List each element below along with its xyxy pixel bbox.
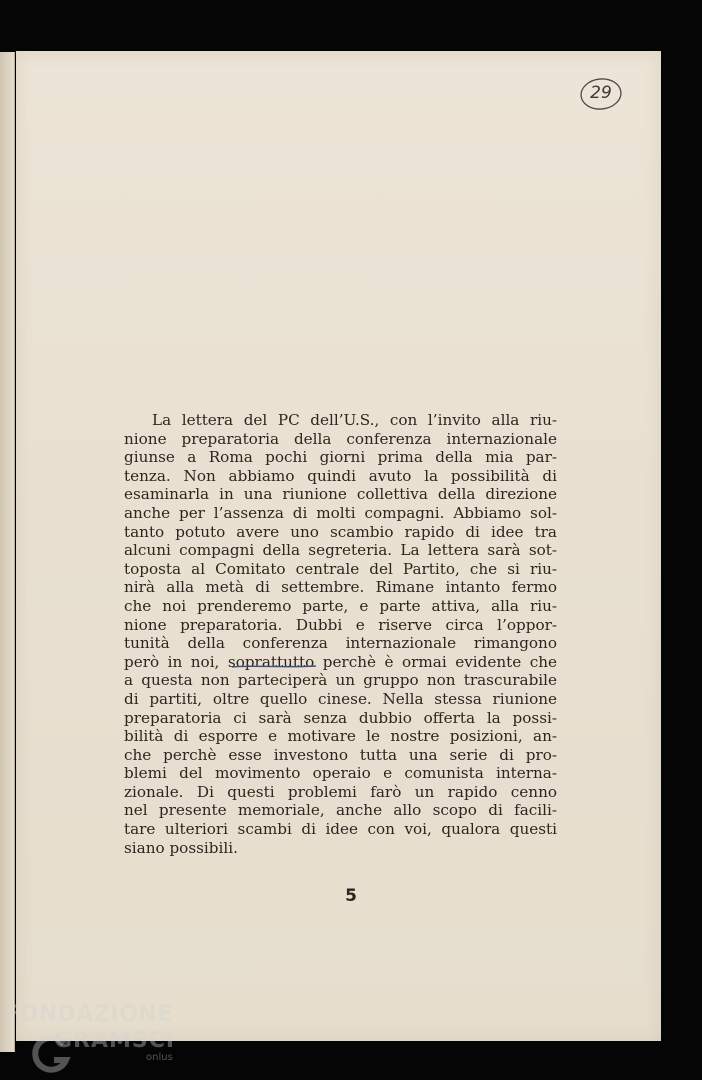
text-line: nione preparatoria. Dubbi e riserve circa l’oppor- (124, 615, 557, 634)
text-line: giunse a Roma pochi giorni prima della mia par- (124, 448, 557, 467)
text-line: tenza. Non abbiamo quindi avuto la possibilità di (124, 466, 557, 485)
text-line: siano possibili. (124, 838, 238, 857)
text-line: toposta al Comitato centrale del Partito, che si riu- (124, 559, 557, 578)
foundation-watermark-logo (4, 1002, 204, 1078)
text-line: di partiti, oltre quello cinese. Nella stessa riunione (124, 689, 557, 708)
pen-underline-mark (230, 664, 318, 670)
text-line: tunità della conferenza internazionale rimangono (124, 634, 557, 653)
text-line: però in noi, soprattutto perchè è ormai evidente che (124, 652, 557, 671)
text-line: La lettera del PC dell’U.S., con l’invito alla riu- (152, 411, 557, 429)
text-line: che perchè esse investono tutta una serie di pro- (124, 745, 557, 764)
body-paragraph (124, 411, 557, 857)
watermark-line2: GRAMSCI (54, 1028, 176, 1053)
text-line: nel presente memoriale, anche allo scopo di facili- (124, 801, 557, 820)
handwritten-archive-number (579, 77, 623, 111)
text-line: tare ulteriori scambi di idee con voi, qualora questi (124, 820, 557, 839)
text-line: nione preparatoria della conferenza internazionale (124, 429, 557, 448)
text-line: tanto potuto avere uno scambio rapido di idee tra (124, 522, 557, 541)
watermark-line3: onlus (146, 1052, 173, 1063)
text-line: blemi del movimento operaio e comunista interna- (124, 764, 557, 783)
text-line: alcuni compagni della segreteria. La lettera sarà sot- (124, 541, 557, 560)
text-line: bilità di esporre e motivare le nostre posizioni, an- (124, 727, 557, 746)
text-line: preparatoria ci sarà senza dubbio offerta la possi- (124, 708, 557, 727)
page-number: 5 (345, 886, 357, 906)
archive-number-text: 29 (590, 83, 612, 103)
text-line: a questa non parteciperà un gruppo non trascurabile (124, 671, 557, 690)
text-line: anche per l’assenza di molti compagni. Abbiamo sol- (124, 503, 557, 522)
watermark-line1: FONDAZIONE (4, 1002, 173, 1027)
text-line: esaminarla in una riunione collettiva della direzione (124, 485, 557, 504)
text-line: che noi prenderemo parte, e parte attiva, alla riu- (124, 596, 557, 615)
text-line: nirà alla metà di settembre. Rimane intanto fermo (124, 578, 557, 597)
text-line: zionale. Di questi problemi farò un rapido cenno (124, 782, 557, 801)
